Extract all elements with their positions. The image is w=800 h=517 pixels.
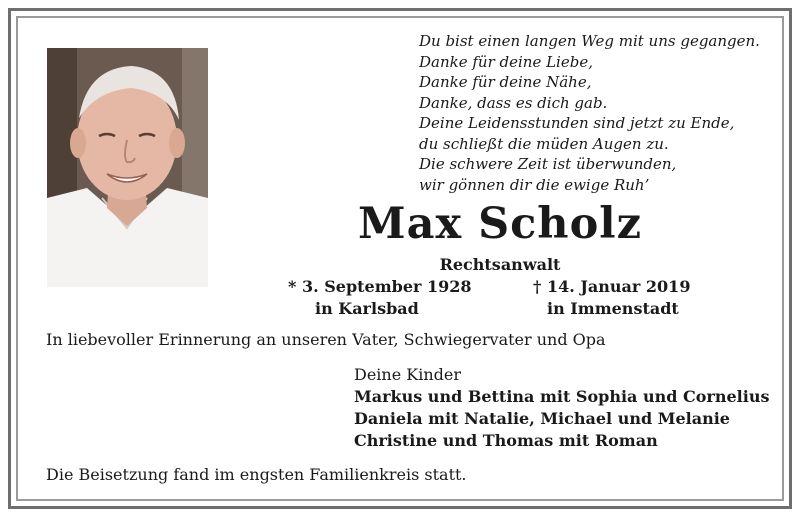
birth-info — [288, 276, 472, 320]
poem-line: wir gönnen dir die ewige Ruh’ — [419, 175, 650, 194]
poem-line: Du bist einen langen Weg mit uns gegangen. — [419, 32, 760, 50]
mourners-list — [354, 364, 769, 452]
mourner-line: Christine und Thomas mit Roman — [354, 431, 658, 450]
mourners-intro: Deine Kinder — [354, 365, 462, 384]
poem-line: Die schwere Zeit ist überwunden, — [419, 155, 677, 173]
poem-line: Deine Leidensstunden sind jetzt zu Ende, — [419, 114, 735, 132]
mourner-line: Daniela mit Natalie, Michael und Melanie — [354, 409, 730, 428]
death-place: in Immenstadt — [547, 299, 679, 318]
deceased-profession: Rechtsanwalt — [439, 255, 561, 274]
mourner-line: Markus und Bettina mit Sophia und Cornelius — [354, 387, 770, 406]
death-date: † 14. Januar 2019 — [533, 277, 691, 296]
memory-text: In liebevoller Erinnerung an unseren Vater, Schwiegervater und Opa — [46, 330, 606, 349]
birth-date: * 3. September 1928 — [288, 277, 472, 296]
poem-line: Danke, dass es dich gab. — [419, 93, 608, 112]
poem — [419, 31, 779, 195]
portrait-photo — [47, 48, 208, 287]
poem-line: Danke für deine Nähe, — [419, 73, 592, 91]
poem-line: du schließt die müden Augen zu. — [419, 134, 669, 153]
poem-line: Danke für deine Liebe, — [419, 52, 593, 71]
birth-place: in Karlsbad — [315, 299, 419, 318]
deceased-name: Max Scholz — [358, 199, 642, 249]
funeral-note: Die Beisetzung fand im engsten Familienkreis statt. — [46, 465, 467, 484]
death-info — [533, 276, 690, 320]
